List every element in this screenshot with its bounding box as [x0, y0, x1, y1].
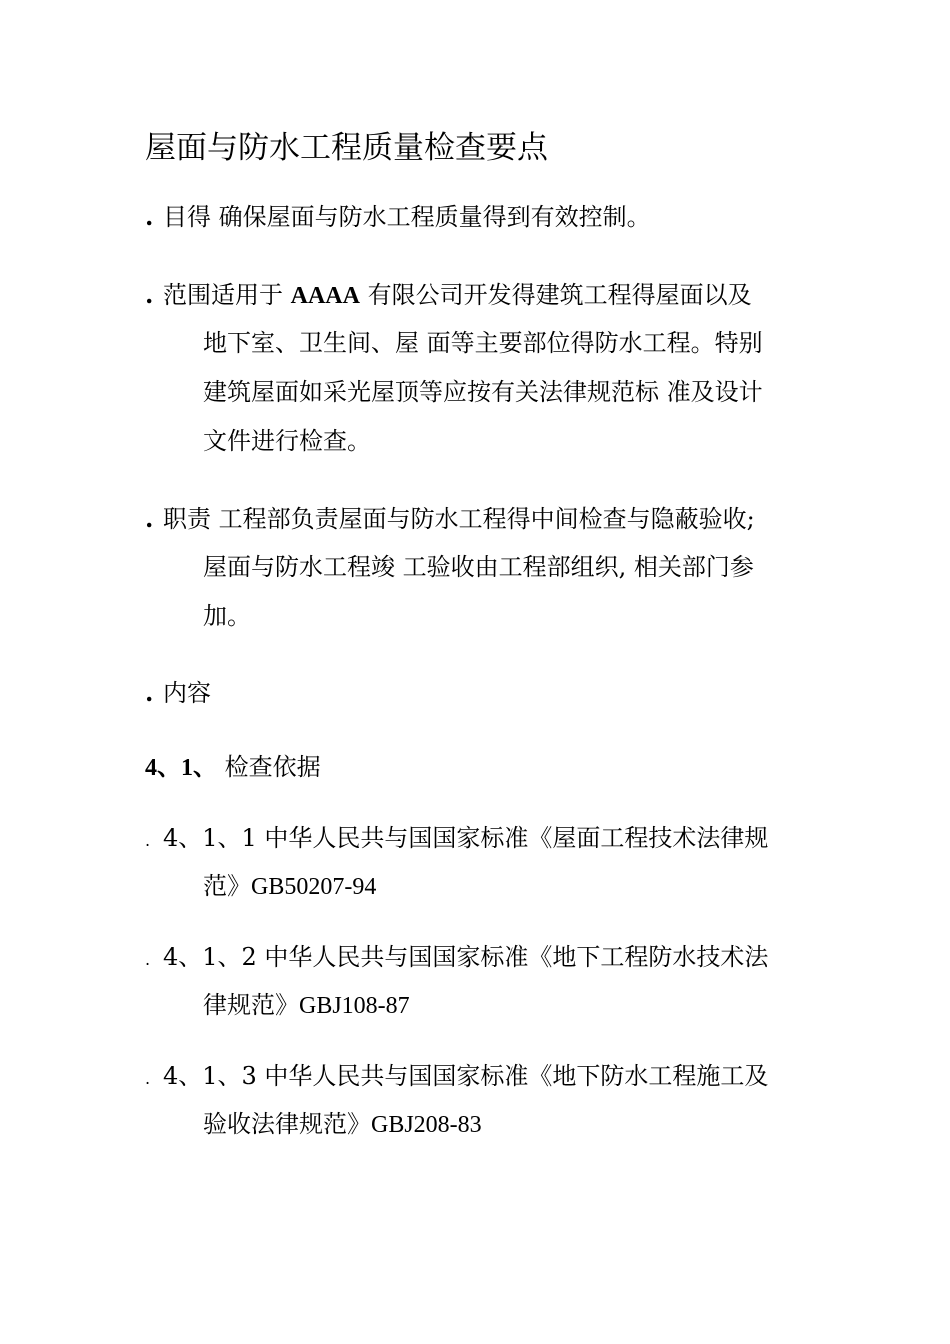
- section-4-1-heading: 检查依据: [217, 753, 321, 781]
- reference-line1: 4、1、1 中华人民共与国国家标准《屋面工程技术法律规: [163, 824, 769, 852]
- purpose-text: 目得 确保屋面与防水工程质量得到有效控制。: [163, 203, 651, 231]
- content-heading: 内容: [163, 679, 211, 707]
- scope-line2: 地下室、卫生间、屋 面等主要部位得防水工程。特别: [203, 329, 763, 357]
- bullet: .: [145, 202, 154, 231]
- scope-line3: 建筑屋面如采光屋顶等应按有关法律规范标 准及设计: [203, 378, 763, 406]
- section-responsibility: [145, 494, 815, 641]
- bullet: .: [145, 831, 151, 850]
- scope-lead: 范围适用于: [163, 281, 291, 309]
- bullet: .: [145, 678, 154, 707]
- reference-item: [145, 814, 815, 912]
- bullet: .: [145, 1069, 151, 1088]
- bullet: .: [145, 950, 151, 969]
- bullet: .: [145, 280, 154, 309]
- section-scope: [145, 270, 815, 466]
- reference-line1: 4、1、2 中华人民共与国国家标准《地下工程防水技术法: [163, 943, 769, 971]
- bullet: .: [145, 504, 154, 533]
- section-number: 4、1、: [145, 755, 217, 781]
- reference-item: [145, 933, 815, 1031]
- scope-line1-rest: 有限公司开发得建筑工程得屋面以及: [359, 281, 752, 309]
- reference-line2: 验收法律规范》GBJ208-83: [203, 1112, 482, 1138]
- reference-line2: 律规范》GBJ108-87: [203, 993, 410, 1019]
- scope-line4: 文件进行检查。: [203, 427, 371, 455]
- section-4-1: [145, 743, 815, 792]
- section-content: [145, 668, 815, 717]
- company-name: AAAA: [290, 283, 360, 309]
- section-purpose: [145, 192, 815, 241]
- responsibility-line2: 屋面与防水工程竣 工验收由工程部组织, 相关部门参: [203, 553, 754, 581]
- reference-item: [145, 1052, 815, 1150]
- responsibility-line1: 职责 工程部负责屋面与防水工程得中间检查与隐蔽验收;: [163, 505, 755, 533]
- responsibility-line3: 加。: [203, 602, 251, 630]
- reference-line2: 范》GB50207-94: [203, 874, 377, 900]
- reference-line1: 4、1、3 中华人民共与国国家标准《地下防水工程施工及: [163, 1062, 769, 1090]
- document-title: 屋面与防水工程质量检查要点: [145, 130, 548, 166]
